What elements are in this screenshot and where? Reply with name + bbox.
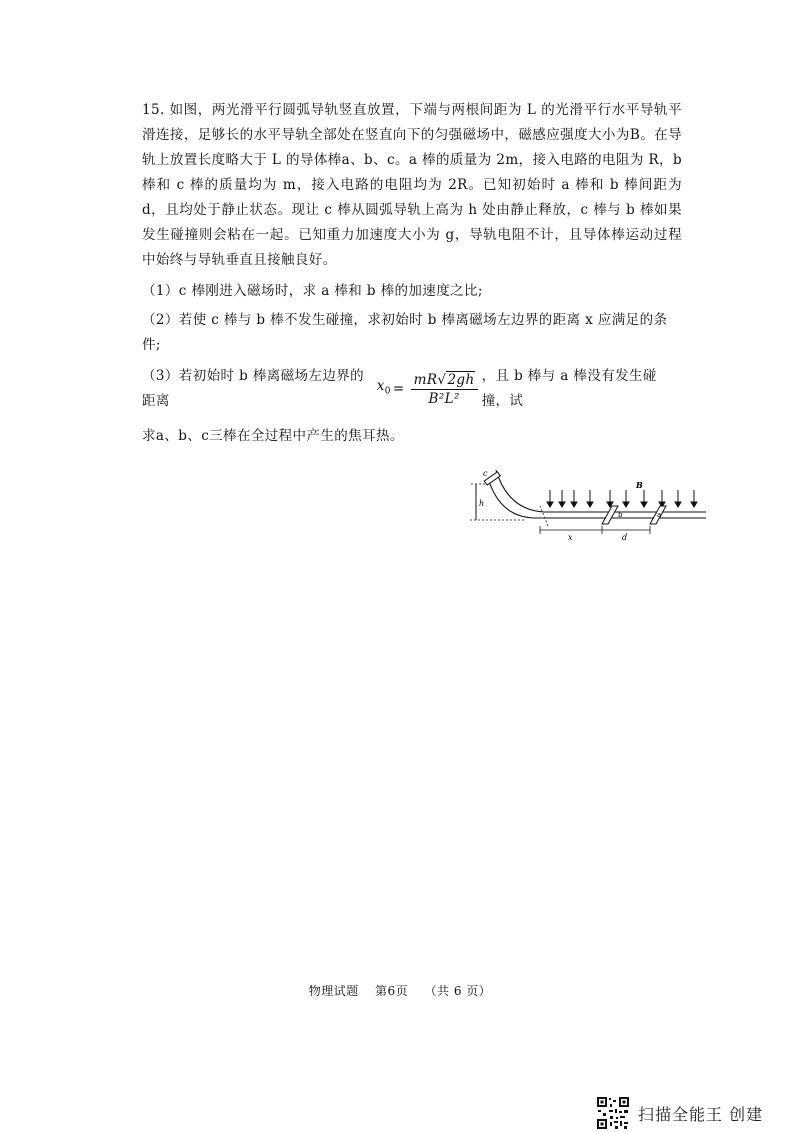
question-2: （2）若使 c 棒与 b 棒不发生碰撞，求初始时 b 棒离磁场左边界的距离 x 应满足的条件; <box>142 312 668 353</box>
question-1: （1）c 棒刚进入磁场时，求 a 棒和 b 棒的加速度之比; <box>142 283 483 299</box>
label-d: d <box>622 533 628 542</box>
formula-numerator: mR√2gh <box>411 371 478 390</box>
circuit-diagram <box>466 466 712 546</box>
problem-15 <box>142 98 682 449</box>
watermark-text: 扫描全能王 创建 <box>638 1104 764 1124</box>
question-3-continued: 求a、b、c三棒在全过程中产生的焦耳热。 <box>142 428 404 444</box>
sqrt-icon: √ <box>437 371 447 388</box>
label-x: x <box>568 533 573 542</box>
scanner-watermark <box>596 1096 763 1130</box>
problem-stem-text: 如图，两光滑平行圆弧导轨竖直放置，下端与两根间距为 L 的光滑平行水平导轨平滑连接，足够长的水平导轨全部处在竖直向下的匀强磁场中，磁感应强度大小为B。在导轨上放置长度略大于 L 的导体棒a、b、c。a 棒的质量为 2m，接入电路的电阻为 R，b 棒和 c 棒的质量均为 m，接入电路的电阻均为 2R。已知初始时 a 棒和 b 棒间距为 d，且均处于静止状态。现让 c 棒从圆弧导轨上高为 h 处由静止释放，c 棒与 b 棒如果发生碰撞则会粘在一起。已知重力加速度大小为 g，导轨电阻不计，且导体棒运动过程中始终与导轨垂直且接触良好。 <box>142 102 682 268</box>
problem-number: 15. <box>142 102 165 118</box>
footer-total: （共 6 页） <box>424 984 492 998</box>
footer-subject: 物理试题 <box>308 984 359 998</box>
label-b: b <box>618 511 623 519</box>
label-a: a <box>657 511 662 519</box>
page-footer <box>0 982 800 999</box>
question-3 <box>142 364 682 414</box>
formula-variable: $x_0$ <box>376 377 391 397</box>
qr-code-icon <box>596 1096 630 1130</box>
label-B: B <box>636 480 643 490</box>
label-h: h <box>479 499 485 508</box>
footer-page: 第6页 <box>375 984 409 998</box>
formula-denominator: B²L² <box>428 390 460 407</box>
formula-fraction <box>411 371 478 408</box>
question-3-prefix: （3）若初始时 b 棒离磁场左边界的距离 <box>142 368 365 409</box>
label-c: c <box>483 469 488 478</box>
formula-equals: = <box>392 380 405 397</box>
problem-stem <box>142 98 682 273</box>
question-3-suffix: ，且 b 棒与 a 棒没有发生碰撞，试 <box>481 368 657 409</box>
